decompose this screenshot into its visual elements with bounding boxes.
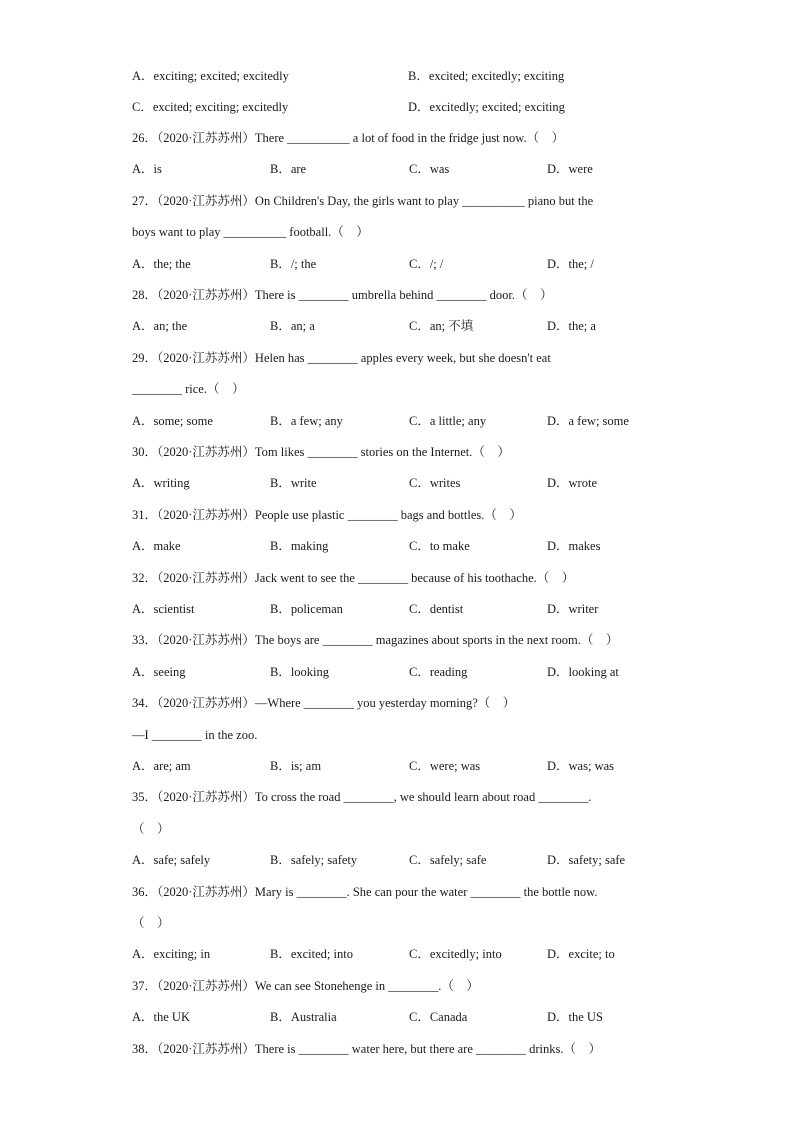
option-a: A．writing: [132, 476, 190, 490]
option-b: B．policeman: [270, 602, 343, 616]
option-c: C．reading: [409, 665, 468, 679]
options-row: [132, 316, 692, 336]
option-b: B．excited; excitedly; exciting: [408, 69, 565, 83]
question-stem: 26．（2020·江苏苏州）There __________ a lot of food in the fridge just now.（ ）: [132, 131, 565, 145]
option-b: B．write: [270, 476, 317, 490]
option-b: B．/; the: [270, 257, 317, 271]
options-row: [132, 850, 692, 870]
option-a: A．scientist: [132, 602, 195, 616]
question-stem: 34．（2020·江苏苏州）—Where ________ you yesterday morning?（ ）: [132, 696, 516, 710]
question-stem: 37．（2020·江苏苏州）We can see Stonehenge in ________.（ ）: [132, 979, 479, 993]
question-stem: 30．（2020·江苏苏州）Tom likes ________ stories on the Internet.（ ）: [132, 445, 510, 459]
option-a: A．make: [132, 539, 181, 553]
question-stem: 27．（2020·江苏苏州）On Children's Day, the girls want to play __________ piano but the: [132, 194, 594, 208]
option-a: A．the UK: [132, 1010, 190, 1024]
option-a: A．exciting; in: [132, 947, 211, 961]
options-row-prev-2: [132, 97, 692, 117]
options-row: [132, 536, 692, 556]
option-c: C．writes: [409, 476, 461, 490]
option-d: D．makes: [547, 539, 601, 553]
options-row: [132, 1007, 692, 1027]
option-c: C．to make: [409, 539, 470, 553]
option-c: C．Canada: [409, 1010, 468, 1024]
option-b: B．making: [270, 539, 329, 553]
options-row: [132, 599, 692, 619]
question-stem: 38．（2020·江苏苏州）There is ________ water here, but there are ________ drinks.（ ）: [132, 1042, 602, 1056]
option-b: B．is; am: [270, 759, 322, 773]
option-c: C．/; /: [409, 257, 444, 271]
question-stem: 29．（2020·江苏苏州）Helen has ________ apples every week, but she doesn't eat: [132, 351, 551, 365]
option-b: B．Australia: [270, 1010, 337, 1024]
option-c: C．excitedly; into: [409, 947, 502, 961]
option-d: D．wrote: [547, 476, 597, 490]
question-stem: 33．（2020·江苏苏州）The boys are ________ magazines about sports in the next room.（ ）: [132, 633, 619, 647]
option-d: D．excite; to: [547, 947, 615, 961]
option-c: C．were; was: [409, 759, 481, 773]
options-row: [132, 473, 692, 493]
option-c: C．safely; safe: [409, 853, 487, 867]
option-d: D．the US: [547, 1010, 603, 1024]
option-c: C．an; 不填: [409, 319, 474, 333]
question-stem: 32．（2020·江苏苏州）Jack went to see the ________ because of his toothache.（ ）: [132, 571, 575, 585]
option-c: C．dentist: [409, 602, 464, 616]
option-c: C．was: [409, 162, 450, 176]
options-row-prev-1: [132, 66, 692, 86]
options-row: [132, 756, 692, 776]
option-a: A．are; am: [132, 759, 191, 773]
option-b: B．excited; into: [270, 947, 353, 961]
option-a: A．some; some: [132, 414, 213, 428]
option-b: B．looking: [270, 665, 330, 679]
option-a: A．is: [132, 162, 162, 176]
question-stem: 28．（2020·江苏苏州）There is ________ umbrella behind ________ door.（ ）: [132, 288, 553, 302]
question-stem-continued: （ ）: [132, 916, 170, 930]
question-stem-continued: boys want to play __________ football.（ ）: [132, 225, 369, 239]
option-d: D．a few; some: [547, 414, 629, 428]
option-d: D．looking at: [547, 665, 619, 679]
options-row: [132, 254, 692, 274]
option-b: B．an; a: [270, 319, 315, 333]
option-d: D．the; a: [547, 319, 596, 333]
option-d: D．the; /: [547, 257, 594, 271]
option-b: B．are: [270, 162, 307, 176]
option-d: D．safety; safe: [547, 853, 626, 867]
options-row: [132, 411, 692, 431]
option-b: B．safely; safety: [270, 853, 358, 867]
options-row: [132, 662, 692, 682]
question-stem: 35．（2020·江苏苏州）To cross the road ________, we should learn about road ________.: [132, 790, 592, 804]
option-a: A．exciting; excited; excitedly: [132, 69, 289, 83]
option-b: B．a few; any: [270, 414, 343, 428]
question-stem-continued: —I ________ in the zoo.: [132, 728, 258, 742]
option-c: C．excited; exciting; excitedly: [132, 100, 289, 114]
option-d: D．excitedly; excited; exciting: [408, 100, 565, 114]
option-a: A．an; the: [132, 319, 188, 333]
options-row: [132, 159, 692, 179]
option-d: D．were: [547, 162, 593, 176]
option-c: C．a little; any: [409, 414, 487, 428]
question-stem: 31．（2020·江苏苏州）People use plastic ________ bags and bottles.（ ）: [132, 508, 522, 522]
option-d: D．was; was: [547, 759, 615, 773]
option-a: A．the; the: [132, 257, 191, 271]
options-row: [132, 944, 692, 964]
question-stem-continued: ________ rice.（ ）: [132, 382, 245, 396]
option-a: A．safe; safely: [132, 853, 211, 867]
option-a: A．seeing: [132, 665, 186, 679]
question-stem-continued: （ ）: [132, 822, 170, 836]
question-stem: 36．（2020·江苏苏州）Mary is ________. She can pour the water ________ the bottle now.: [132, 885, 598, 899]
option-d: D．writer: [547, 602, 599, 616]
